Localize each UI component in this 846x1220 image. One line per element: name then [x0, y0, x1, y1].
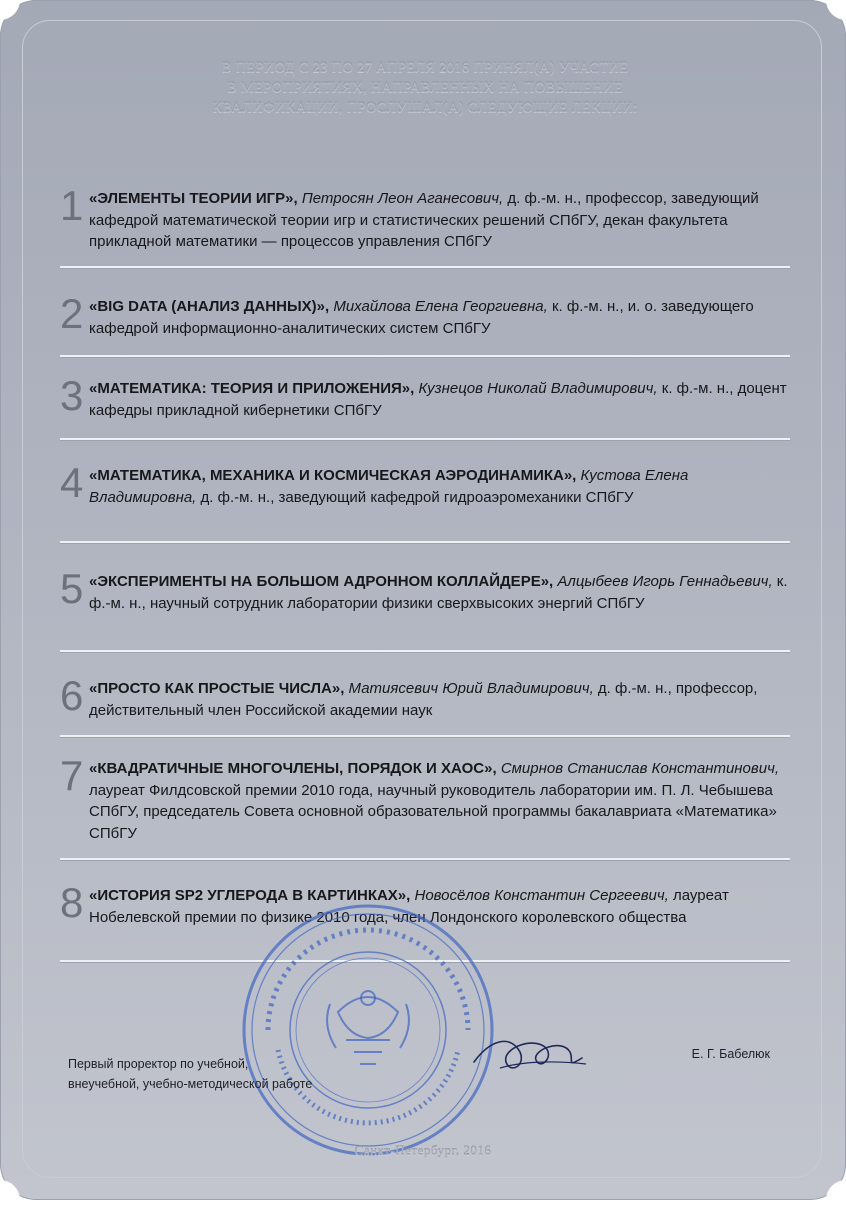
- lecture-text: [89, 296, 789, 339]
- lecture-title: «КВАДРАТИЧНЫЕ МНОГОЧЛЕНЫ, ПОРЯДОК И ХАОС»,: [89, 760, 497, 777]
- lecture-author: Кустова Елена Владимировна,: [89, 467, 689, 506]
- corner-cut: [826, 0, 846, 20]
- handwritten-signature-icon: [470, 1022, 590, 1082]
- corner-cut: [826, 1180, 846, 1220]
- lecture-details: к. ф.-м. н., и. о. заведующего кафедрой информационно-аналитических систем СПбГУ: [89, 298, 754, 337]
- lecture-details: лауреат Нобелевской премии по физике 2010 года, член Лондонского королевского общества: [89, 887, 729, 926]
- lecture-details: д. ф.-м. н., профессор, действительный член Российской академии наук: [89, 680, 758, 719]
- lecture-number: 4: [60, 459, 84, 506]
- signer-position-line: Первый проректор по учебной,: [68, 1057, 249, 1071]
- heading-line: В МЕРОПРИЯТИЯХ, НАПРАВЛЕННЫХ НА ПОВЫШЕНИЕ: [226, 80, 624, 96]
- embossed-footer: Санкт-Петербург, 2016: [354, 1143, 492, 1158]
- lecture-text: [89, 758, 789, 844]
- lecture-details: лауреат Филдсовской премии 2010 года, научный руководитель лаборатории им. П. Л. Чебышева СПбГУ, председатель Совета основной образовательной программы бакалавриата «Математика» СПбГУ: [89, 781, 777, 842]
- round-seal-icon: [238, 900, 498, 1160]
- lecture-title: «МАТЕМАТИКА, МЕХАНИКА И КОСМИЧЕСКАЯ АЭРОДИНАМИКА»,: [89, 467, 577, 484]
- lecture-number: 7: [60, 752, 84, 799]
- lecture-text: [89, 188, 789, 253]
- heading-line: КВАЛИФИКАЦИИ, ПРОСЛУШАЛ(А) СЛЕДУЮЩИЕ ЛЕКЦИИ:: [212, 100, 638, 116]
- divider: [60, 735, 790, 737]
- lecture-text: [89, 678, 789, 721]
- signer-position: [68, 1054, 388, 1094]
- divider: [60, 541, 790, 543]
- lecture-number: 6: [60, 672, 84, 719]
- lecture-title: «ПРОСТО КАК ПРОСТЫЕ ЧИСЛА»,: [89, 680, 345, 697]
- divider: [60, 858, 790, 860]
- lecture-details: д. ф.-м. н., профессор, заведующий кафедрой математической теории игр и статистических решений СПбГУ, декан факультета прикладной математики — процессов управления СПбГУ: [89, 190, 759, 250]
- lecture-author: Новосёлов Константин Сергеевич,: [414, 887, 669, 904]
- lecture-author: Смирнов Станислав Константинович,: [500, 760, 780, 777]
- heading-line: В ПЕРИОД С 23 ПО 27 АПРЕЛЯ 2016 ПРИНЯЛ(А) УЧАСТИЕ: [221, 60, 629, 76]
- lecture-title: «МАТЕМАТИКА: ТЕОРИЯ И ПРИЛОЖЕНИЯ»,: [89, 380, 415, 397]
- divider: [60, 355, 790, 357]
- lecture-author: Матиясевич Юрий Владимирович,: [348, 680, 594, 697]
- lecture-number: 1: [60, 182, 84, 229]
- corner-cut: [0, 0, 20, 20]
- lecture-number: 3: [60, 372, 84, 419]
- lecture-details: к. ф.-м. н., доцент кафедры прикладной кибернетики СПбГУ: [89, 380, 787, 419]
- lecture-text: [89, 378, 789, 421]
- divider: [60, 438, 790, 440]
- lecture-number: 8: [60, 879, 84, 926]
- lecture-details: д. ф.-м. н., заведующий кафедрой гидроаэромеханики СПбГУ: [200, 488, 634, 506]
- embossed-heading: [60, 58, 790, 118]
- signer-position-line: внеучебной, учебно-методической работе: [68, 1077, 313, 1091]
- lecture-author: Михайлова Елена Георгиевна,: [333, 298, 548, 315]
- divider: [60, 650, 790, 652]
- lecture-author: Кузнецов Николай Владимирович,: [418, 380, 658, 397]
- corner-cut: [0, 1180, 20, 1220]
- lecture-title: «ЭЛЕМЕНТЫ ТЕОРИИ ИГР»,: [89, 190, 298, 207]
- lecture-author: Петросян Леон Аганесович,: [301, 190, 504, 207]
- lecture-title: «ЭКСПЕРИМЕНТЫ НА БОЛЬШОМ АДРОННОМ КОЛЛАЙДЕРЕ»,: [89, 573, 554, 590]
- lecture-title: «BIG DATA (АНАЛИЗ ДАННЫХ)»,: [89, 298, 330, 315]
- lecture-text: [89, 465, 789, 508]
- divider: [60, 266, 790, 268]
- lecture-title: «ИСТОРИЯ SP2 УГЛЕРОДА В КАРТИНКАХ»,: [89, 887, 411, 904]
- lecture-text: [89, 571, 789, 614]
- lecture-number: 5: [60, 565, 84, 612]
- lecture-details: к. ф.-м. н., научный сотрудник лаборатории физики сверхвысоких энергий СПбГУ: [89, 573, 788, 612]
- lecture-author: Алцыбеев Игорь Геннадьевич,: [557, 573, 773, 590]
- lecture-number: 2: [60, 290, 84, 337]
- signer-name: Е. Г. Бабелюк: [691, 1047, 770, 1061]
